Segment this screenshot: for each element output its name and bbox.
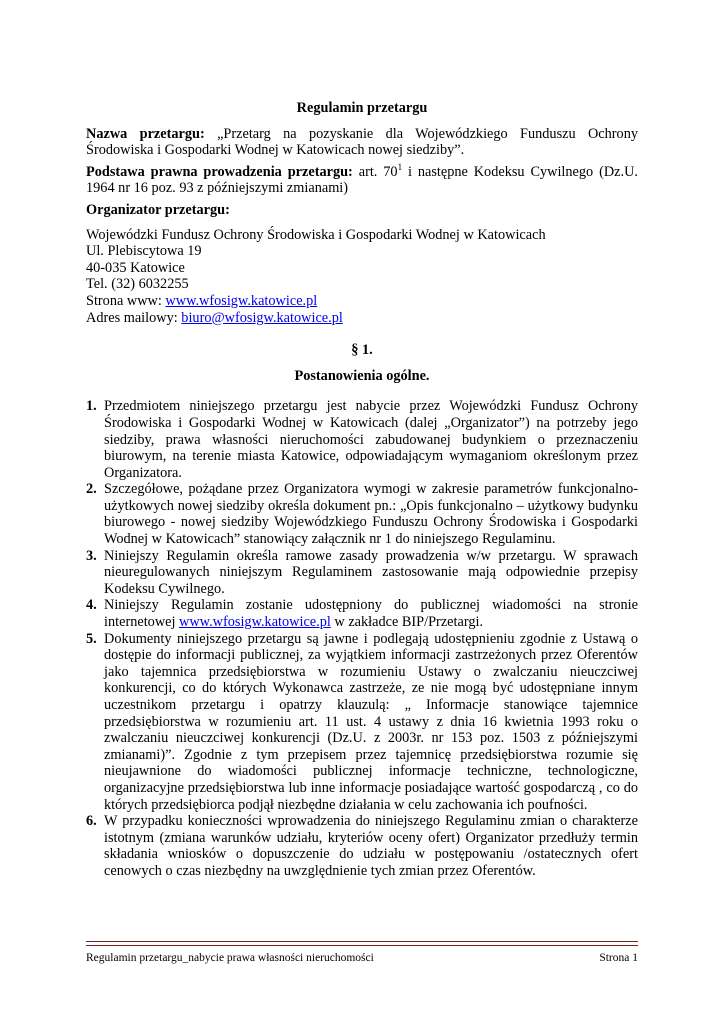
footer-divider xyxy=(86,941,638,942)
list-item xyxy=(86,398,638,481)
list-item-number: 5. xyxy=(86,630,97,647)
list-item-number: 4. xyxy=(86,597,97,614)
list-item-text: Przedmiotem niniejszego przetargu jest nabycie przez Wojewódzki Fundusz Ochrony Środowiska i Gospodarki Wodnej w Katowicach (dalej „Organizator”) na potrzeby jego siedziby, prawa własności nieruchomości zabudowanej budynkiem o przeznaczeniu biurowym, na terenie miasta Katowice, odpowiadającym wymaganiom określonym przez Organizatora. xyxy=(104,398,638,481)
list-item xyxy=(86,813,638,879)
organizer-mail-link[interactable]: biuro@wfosigw.katowice.pl xyxy=(181,309,343,326)
list-item-text: Dokumenty niniejszego przetargu są jawne i podlegają udostępnieniu zgodnie z Ustawą o dostępie do informacji publicznej, za wyjątkiem informacji zastrzeżonych przez Oferentów jako tajemnica przedsiębiorstwa w rozumieniu Ustawy o zwalczaniu nieuczciwej konkurencji, co do których Wykonawca zastrzeże, ze nie mogą być udostępniane innym uczestnikom przetargu i opatrzy klauzulą: „ Informacje stanowiące tajemnice przedsiębiorstwa w rozumieniu art. 11 ust. 4 ustawy z dnia 16 kwietnia 1993 roku o zwalczaniu nieuczciwej konkurencji (Dz.U. z 2003r. nr 153 poz. 1503 z późniejszymi zmianami)”. Zgodnie z tym przepisem przez tajemnicę przedsiębiorstwa rozumie się nieujawnione do wiadomości publicznej informacje techniczne, technologiczne, organizacyjne przedsiębiorstwa lub inne informacje posiadające wartość gospodarczą , co do których przedsiębiorca podjął niezbędne działania w celu zachowania ich poufności. xyxy=(104,630,638,813)
list-item-text: W przypadku konieczności wprowadzenia do niniejszego Regulaminu zmian o charakterze istotnym (zmiana warunków udziału, kryteriów oceny ofert) Organizator przedłuży termin składania wniosków o dopuszczenie do udziału w postępowaniu /ostatecznych ofert cenowych o czas niezbędny na uwzględnienie tych zmian przez Oferentów. xyxy=(104,813,638,879)
list-item-text: Niniejszy Regulamin zostanie udostępniony do publicznej wiadomości na stronie internetowej xyxy=(104,597,638,631)
organizer-line: Ul. Plebiscytowa 19 xyxy=(86,243,202,260)
page-footer xyxy=(86,952,638,964)
organizer-mail xyxy=(86,310,638,327)
organizer-line: 40-035 Katowice xyxy=(86,259,185,276)
page-title: Regulamin przetargu xyxy=(296,100,428,116)
list-item-text: Niniejszy Regulamin określa ramowe zasady prowadzenia w/w przetargu. W sprawach nieuregulowanych niniejszym Regulaminem zastosowanie mają odpowiednie przepisy Kodeksu Cywilnego. xyxy=(104,547,638,597)
organizer-label: Organizator przetargu: xyxy=(86,201,230,218)
organizer-www-link[interactable]: www.wfosigw.katowice.pl xyxy=(165,292,318,309)
page-number: Strona 1 xyxy=(599,952,638,964)
list-item-text: Szczegółowe, pożądane przez Organizatora wymogi w zakresie parametrów funkcjonalno-użytkowych nowej siedziby określa dokument pn.: „Opis funkcjonalno – użytkowy budynku biurowego - nowej siedziby Wojewódzkiego Funduszu Ochrony Środowiska i Gospodarki Wodnej w Katowicach” stanowiący załącznik nr 1 do niniejszego Regulaminu. xyxy=(104,481,638,548)
list-item xyxy=(86,631,638,814)
footer-divider-thin xyxy=(86,945,638,946)
list-item xyxy=(86,548,638,598)
legal-basis-sup: 1 xyxy=(397,162,403,173)
legal-basis xyxy=(86,164,638,197)
list-item-number: 2. xyxy=(86,481,97,498)
list-item-link[interactable]: www.wfosigw.katowice.pl xyxy=(179,614,331,631)
tender-name-label: Nazwa przetargu: xyxy=(86,125,205,142)
list-item xyxy=(86,597,638,630)
section-heading: Postanowienia ogólne. xyxy=(294,367,430,384)
list-item-number: 1. xyxy=(86,398,97,415)
list-item-number: 3. xyxy=(86,547,97,564)
organizer-line: Tel. (32) 6032255 xyxy=(86,276,189,293)
list-item xyxy=(86,481,638,547)
organizer-mail-label: Adres mailowy: xyxy=(86,309,182,326)
organizer-www-label: Strona www: xyxy=(86,292,166,309)
legal-basis-label: Podstawa prawna prowadzenia przetargu: xyxy=(86,163,353,180)
tender-name-text: „Przetarg na pozyskanie dla Wojewódzkiego Funduszu Ochrony Środowiska i Gospodarki Wodnej w Katowicach nowej siedziby”. xyxy=(86,125,638,159)
tender-name xyxy=(86,126,638,159)
organizer-www xyxy=(86,293,638,310)
list-item-text: w zakładce BIP/Przetargi. xyxy=(330,614,484,631)
legal-basis-text-a: art. 70 xyxy=(358,163,398,180)
footer-title: Regulamin przetargu_nabycie prawa własności nieruchomości xyxy=(86,952,374,964)
organizer-address xyxy=(86,227,638,327)
legal-basis-text-b: i następne Kodeksu Cywilnego (Dz.U. 1964 nr 16 poz. 93 z późniejszymi zmianami) xyxy=(86,163,638,197)
document-page xyxy=(86,100,638,880)
list-item-number: 6. xyxy=(86,813,97,830)
organizer-line: Wojewódzki Fundusz Ochrony Środowiska i Gospodarki Wodnej w Katowicach xyxy=(86,226,546,243)
provisions-list xyxy=(86,398,638,879)
section-number: § 1. xyxy=(351,342,373,359)
